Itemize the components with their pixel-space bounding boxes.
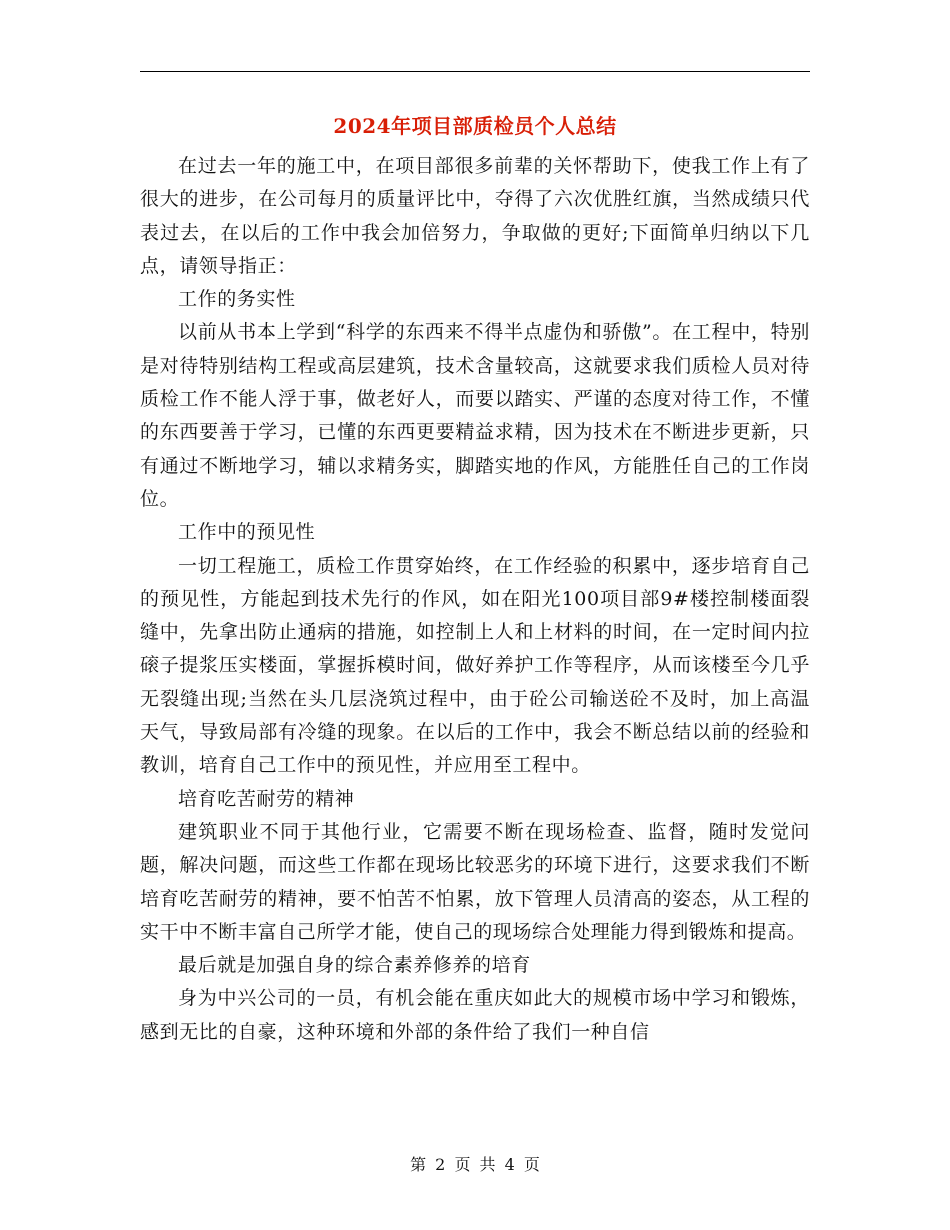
paragraph-hardship: 建筑职业不同于其他行业，它需要不断在现场检查、监督，随时发觉问题，解决问题，而这些工作都在现场比较恶劣的环境下进行，这要求我们不断培育吃苦耐劳的精神，要不怕苦不怕累，放下管理人员清高的姿态，从工程的实干中不断丰富自己所学才能，使自己的现场综合处理能力得到锻炼和提高。 [140, 820, 810, 943]
document-title: 2024年项目部质检员个人总结 [333, 114, 617, 138]
document-body [140, 150, 810, 1049]
section-heading-pragmatism: 工作的务实性 [178, 288, 296, 311]
section-heading-hardship: 培育吃苦耐劳的精神 [178, 787, 355, 810]
page-footer: 第 2 页 共 4 页 [410, 1155, 540, 1174]
paragraph-foresight: 一切工程施工，质检工作贯穿始终，在工作经验的积累中，逐步培育自己的预见性，方能起到技术先行的作风，如在阳光100项目部9#楼控制楼面裂缝中，先拿出防止通病的措施，如控制上人和上材料的时间，在一定时间内拉磙子提浆压实楼面，掌握拆模时间，做好养护工作等程序，从而该楼至今几乎无裂缝出现;当然在头几层浇筑过程中，由于砼公司输送砼不及时，加上高温天气，导致局部有冷缝的现象。在以后的工作中，我会不断总结以前的经验和教训，培育自己工作中的预见性，并应用至工程中。 [140, 554, 810, 777]
paragraph-pragmatism: 以前从书本上学到“科学的东西来不得半点虚伪和骄傲”。在工程中，特别是对待特别结构工程或高层建筑，技术含量较高，这就要求我们质检人员对待质检工作不能人浮于事，做老好人，而要以踏实、严谨的态度对待工作，不懂的东西要善于学习，已懂的东西更要精益求精，因为技术在不断进步更新，只有通过不断地学习，辅以求精务实，脚踏实地的作风，方能胜任自己的工作岗位。 [140, 321, 810, 510]
section-heading-self-cultivation: 最后就是加强自身的综合素养修养的培育 [178, 954, 531, 977]
paragraph-intro: 在过去一年的施工中，在项目部很多前辈的关怀帮助下，使我工作上有了很大的进步，在公司每月的质量评比中，夺得了六次优胜红旗，当然成绩只代表过去，在以后的工作中我会加倍努力，争取做的更好;下面简单归纳以下几点，请领导指正： [140, 155, 810, 277]
header-rule [140, 71, 810, 72]
paragraph-self-cultivation: 身为中兴公司的一员，有机会能在重庆如此大的规模市场中学习和锻炼，感到无比的自豪，这种环境和外部的条件给了我们一种自信 [140, 987, 810, 1043]
section-heading-foresight: 工作中的预见性 [178, 521, 316, 544]
